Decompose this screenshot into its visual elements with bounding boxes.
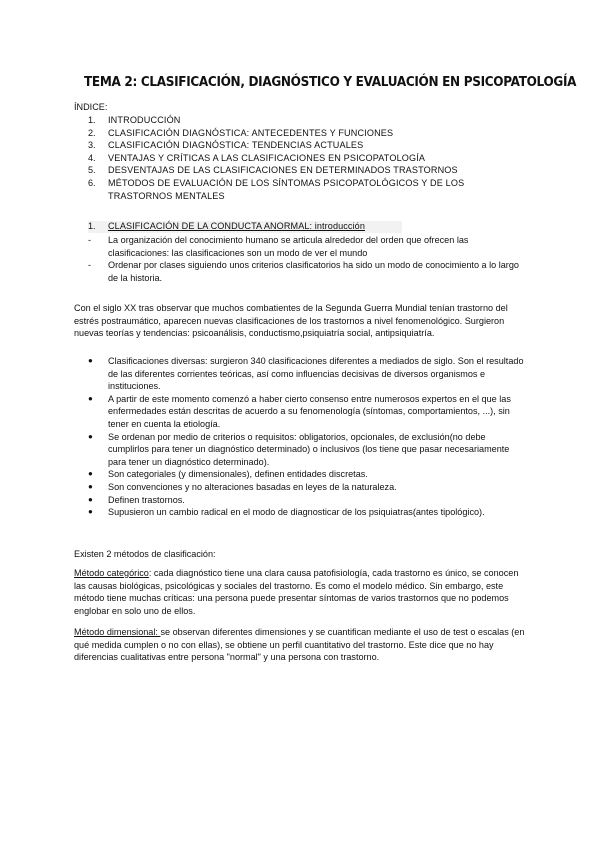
table-of-contents: [88, 114, 528, 202]
toc-text: CLASIFICACIÓN DIAGNÓSTICA: ANTECEDENTES Y FUNCIONES: [108, 127, 394, 138]
index-label: ÍNDICE:: [74, 102, 108, 112]
list-item-text: Supusieron un cambio radical en el modo de diagnosticar de los psiquiatras(antes tipológico).: [108, 507, 485, 518]
bullet-marker: ●: [88, 469, 93, 479]
method-categorical-label: Método categórico: [74, 568, 149, 578]
toc-text: VENTAJAS Y CRÍTICAS A LAS CLASIFICACIONES EN PSICOPATOLOGÍA: [108, 152, 426, 163]
intro-dash-list: [88, 234, 520, 284]
list-item-text: Clasificaciones diversas: surgieron 340 clasificaciones diferentes a mediados de siglo. Son el resultado de las diferentes corrientes teóricas, así como influencias decisivas de diversos organismos e instituciones.: [108, 356, 524, 392]
methods-intro: Existen 2 métodos de clasificación:: [74, 549, 216, 559]
section-heading: [88, 220, 365, 233]
list-item-text: Se ordenan por medio de criterios o requisitos: obligatorios, opcionales, de exclusión(no debe cumplirlos para tener un diagnóstico determinado) o inclusivos (los tiene que pasar necesariamente para tener un diagnóstico determinado).: [108, 431, 510, 467]
toc-number: 2.: [88, 127, 96, 138]
toc-item: [88, 127, 528, 140]
list-item-text: Definen trastornos.: [108, 494, 185, 505]
method-dimensional: [74, 626, 528, 664]
toc-number: 3.: [88, 140, 96, 151]
toc-number: 4.: [88, 152, 96, 163]
toc-number: 5.: [88, 165, 96, 176]
list-item: [88, 494, 528, 507]
toc-text: INTRODUCCIÓN: [108, 115, 181, 125]
method-dimensional-text: se observan diferentes dimensiones y se cuantifican mediante el uso de test o escalas (en qué medida cumplen o no con ellas), se obtiene un perfil cuantitativo del trastorno. Este dice que no hay diferencias cualitativas entre persona "normal" y una persona con trastorno.: [74, 627, 525, 663]
list-item: [88, 355, 528, 393]
section-number: 1.: [88, 221, 96, 231]
section-title: CLASIFICACIÓN DE LA CONDUCTA ANORMAL: introducción: [108, 221, 365, 231]
paragraph-siglo-xx: Con el siglo XX tras observar que muchos combatientes de la Segunda Guerra Mundial tenían trastorno del estrés postraumático, aparecen nuevas clasificaciones de los trastornos a nivel fenomenológico. Surgieron nuevas teorías y tendencias: psicoanálisis, conductismo,psiquiatría social, antipsiquiatría.: [74, 303, 508, 339]
method-categorical-text: : cada diagnóstico tiene una clara causa patofisiología, cada trastorno es único, se conocen las causas biológicas, psicológicas y sociales del trastorno. Es como el modelo médico. Sin embargo, este método tiene muchas críticas: una persona puede presentar síntomas de varios trastornos que no podemos englobar en solo uno de ellos.: [74, 568, 519, 616]
toc-number: 1.: [88, 115, 96, 125]
toc-item: [88, 152, 528, 165]
list-item-text: Ordenar por clases siguiendo unos criterios clasificatorios ha sido un modo de conocimiento a lo largo de la historia.: [108, 260, 519, 283]
list-item: [88, 393, 528, 431]
toc-item: [88, 139, 528, 152]
toc-number: 6.: [88, 177, 96, 188]
dash-marker: -: [88, 260, 92, 271]
list-item: [88, 431, 528, 469]
bullet-marker: ●: [88, 356, 93, 365]
list-item: [88, 234, 520, 259]
list-item: [88, 481, 528, 494]
method-categorical: [74, 567, 528, 617]
toc-text: MÉTODOS DE EVALUACIÓN DE LOS SÍNTOMAS PSICOPATOLÓGICOS Y DE LOS TRASTORNOS MENTALES: [108, 177, 465, 201]
toc-item: [88, 114, 528, 127]
bullet-marker: ●: [88, 507, 93, 517]
list-item-text: Son categoriales (y dimensionales), definen entidades discretas.: [108, 469, 368, 480]
toc-text: DESVENTAJAS DE LAS CLASIFICACIONES EN DETERMINADOS TRASTORNOS: [108, 165, 458, 176]
toc-item: [88, 177, 528, 202]
toc-text: CLASIFICACIÓN DIAGNÓSTICA: TENDENCIAS ACTUALES: [108, 140, 364, 151]
dash-marker: -: [88, 235, 92, 245]
toc-item: [88, 164, 528, 177]
bullet-list: [88, 355, 528, 519]
bullet-marker: ●: [88, 481, 93, 491]
list-item-text: A partir de este momento comenzó a haber cierto consenso entre numerosos expertos en el que las enfermedades están descritas de acuerdo a su fenomenología (síntomas, comportamientos, ...), sin tener en cuenta la etiología.: [108, 393, 511, 429]
list-item-text: Son convenciones y no alteraciones basadas en leyes de la naturaleza.: [108, 481, 397, 492]
bullet-marker: ●: [88, 494, 93, 504]
list-item-text: La organización del conocimiento humano se articula alrededor del orden que ofrecen las clasificaciones: las clasificaciones son un modo de ver el mundo: [108, 235, 469, 258]
list-item: [88, 506, 528, 519]
list-item: [88, 468, 528, 481]
method-dimensional-label: Método dimensional:: [74, 627, 161, 637]
page-title: TEMA 2: CLASIFICACIÓN, DIAGNÓSTICO Y EVALUACIÓN EN PSICOPATOLOGÍA: [84, 75, 577, 90]
list-item: [88, 259, 520, 284]
bullet-marker: ●: [88, 431, 93, 441]
bullet-marker: ●: [88, 393, 93, 403]
